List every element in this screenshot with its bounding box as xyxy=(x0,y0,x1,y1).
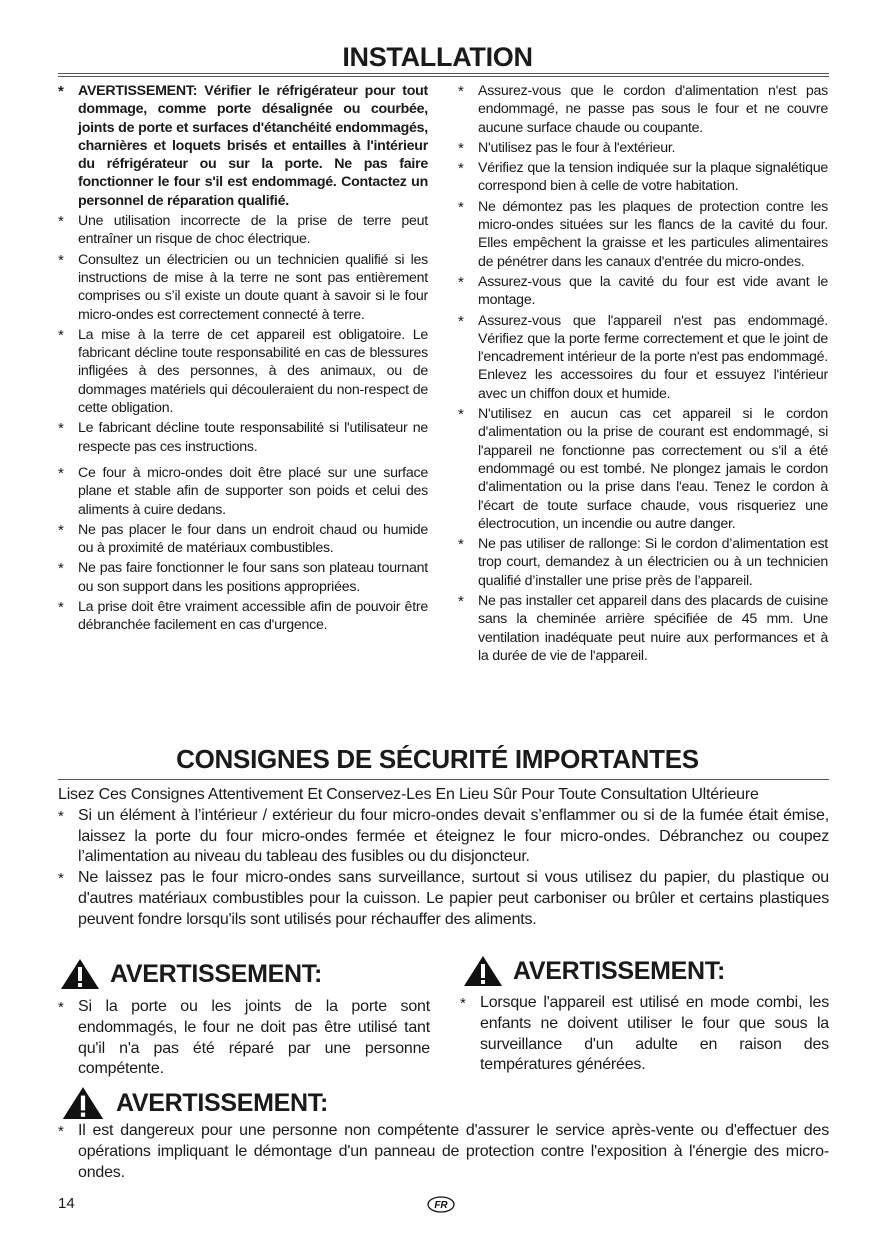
list-item: * Vérifiez que la tension indiquée sur la plaque signalétique correspond bien à celle de votre habitation. xyxy=(458,159,828,196)
warning-heading-text: AVERTISSEMENT: xyxy=(110,959,323,988)
fr-flag-icon xyxy=(427,1196,455,1213)
warning-heading xyxy=(463,955,725,987)
title-rule xyxy=(58,73,829,77)
list-item: * La mise à la terre de cet appareil est obligatoire. Le fabricant décline toute responsabilité en cas de blessures infligées à des personnes, à des animaux, ou de dommages matériels qui découleraient du non-respect de cette obligation. xyxy=(58,326,428,417)
list-item: * Ne pas faire fonctionner le four sans son plateau tournant ou son support dans les positions appropriées. xyxy=(58,559,428,596)
list-item: * Assurez-vous que l'appareil n'est pas endommagé. Vérifiez que la porte ferme correctement et que le joint de l'encadrement intérieur de la porte n'est pas endommagé. Enlevez les accessoires du four et essuyez l'intérieur avec un chiffon doux et humide. xyxy=(458,312,828,403)
warning-triangle-icon xyxy=(463,955,503,987)
list-item: * Ne pas utiliser de rallonge: Si le cordon d’alimentation est trop court, demandez à un électricien ou à un technicien qualifié d’installer une prise près de l’appareil. xyxy=(458,535,828,590)
warning-text xyxy=(460,993,829,1078)
warning-heading-text: AVERTISSEMENT: xyxy=(513,956,726,985)
list-item: * Le fabricant décline toute responsabilité si l'utilisateur ne respecte pas ces instructions. xyxy=(58,419,428,456)
language-badge xyxy=(427,1196,455,1218)
page-number: 14 xyxy=(58,1195,75,1212)
list-item: * La prise doit être vraiment accessible afin de pouvoir être débranchée facilement en cas d'urgence. xyxy=(58,598,428,635)
list-item: * Si la porte ou les joints de la porte sont endommagés, le four ne doit pas être utilisé tant qu'il n'a pas été réparé par une personne compétente. xyxy=(58,997,430,1080)
list-item: * N'utilisez pas le four à l'extérieur. xyxy=(458,139,828,157)
section-title-installation: INSTALLATION xyxy=(342,42,533,72)
language-badge-text: FR xyxy=(434,1200,448,1211)
list-item: * Ne pas installer cet appareil dans des placards de cuisine sans la cheminée arrière spécifiée de 45 mm. Une ventilation inadéquate peut nuire aux performances et à la durée de vie de l'appareil. xyxy=(458,592,828,665)
list-item: * Assurez-vous que le cordon d'alimentation n'est pas endommagé, ne passe pas sous le four et ne couvre aucune surface chaude ou coupante. xyxy=(458,82,828,137)
title-rule xyxy=(58,779,829,780)
list-item: * AVERTISSEMENT: Vérifier le réfrigérateur pour tout dommage, comme porte désalignée ou courbée, joints de porte et surfaces d'étanchéité endommagés, charnières et loquets brisés et entailles à l'intérieur du réfrigérateur ou sur la porte. Ne pas faire fonctionner le four s'il est endommagé. Contactez un personnel de réparation qualifié. xyxy=(58,82,428,210)
list-item: * Assurez-vous que la cavité du four est vide avant le montage. xyxy=(458,273,828,310)
list-item: * N'utilisez en aucun cas cet appareil si le cordon d'alimentation ou la prise de courant est endommagé, si l'appareil ne fonctionne pas correctement ou s'il a été endommagé ou est tombé. Ne plongez jamais le cordon d'alimentation ou la prise dans l'eau. Tenez le cordon à l'écart de toute surface chaude, vous risqueriez une électrocution, un incendie ou autre danger. xyxy=(458,405,828,533)
warning-text xyxy=(58,1121,829,1185)
list-item: * Ce four à micro-ondes doit être placé sur une surface plane et stable afin de supporter son poids et celui des aliments à cuire dedans. xyxy=(58,464,428,519)
section-title-consignes: CONSIGNES DE SÉCURITÉ IMPORTANTES xyxy=(176,744,699,774)
list-item: * Lorsque l'appareil est utilisé en mode combi, les enfants ne doivent utiliser le four que sous la surveillance d'un adulte en raison des températures générées. xyxy=(460,993,829,1076)
warning-triangle-icon xyxy=(60,958,100,990)
warning-heading xyxy=(60,1086,328,1120)
warning-triangle-icon xyxy=(60,1086,106,1120)
consignes-body xyxy=(58,785,829,933)
consignes-intro: Lisez Ces Consignes Attentivement Et Conservez-Les En Lieu Sûr Pour Toute Consultation Ultérieure xyxy=(58,786,759,803)
list-item: * Si un élément à l’intérieur / extérieur du four micro-ondes devait s’enflammer ou si de la fumée était émise, laissez la porte du four micro-ondes fermée et éteignez le four micro-ondes. Débranchez ou coupez l’alimentation au niveau du tableau des fusibles ou du disjoncteur. xyxy=(58,806,829,868)
installation-right-column xyxy=(458,82,828,667)
list-item: * Ne pas placer le four dans un endroit chaud ou humide ou à proximité de matériaux combustibles. xyxy=(58,521,428,558)
warning-heading-text: AVERTISSEMENT: xyxy=(116,1088,329,1117)
list-item: * Ne démontez pas les plaques de protection contre les micro-ondes situées sur les flancs de la cavité du four. Elles empêchent la graisse et les particules alimentaires de pénétrer dans les canaux d'entrée du micro-ondes. xyxy=(458,198,828,271)
list-item: * Consultez un électricien ou un technicien qualifié si les instructions de mise à la terre ne sont pas entièrement comprises ou s’il existe un doute quant à savoir si le four micro-ondes est correctement connecté à terre. xyxy=(58,251,428,324)
installation-left-column xyxy=(58,82,428,637)
warning-text xyxy=(58,997,430,1082)
list-item: * Une utilisation incorrecte de la prise de terre peut entraîner un risque de choc électrique. xyxy=(58,212,428,249)
warning-heading xyxy=(60,958,322,990)
list-item: * Il est dangereux pour une personne non compétente d'assurer le service après-vente ou d'effectuer des opérations impliquant le démontage d'un panneau de protection contre l'exposition à l'énergie des micro-ondes. xyxy=(58,1121,829,1183)
list-item: * Ne laissez pas le four micro-ondes sans surveillance, surtout si vous utilisez du papier, du plastique ou d'autres matériaux combustibles pour la cuisson. Le papier peut carboniser ou brûler et certains plastiques peuvent fondre lorsqu'ils sont utilisés pour réchauffer des aliments. xyxy=(58,868,829,930)
